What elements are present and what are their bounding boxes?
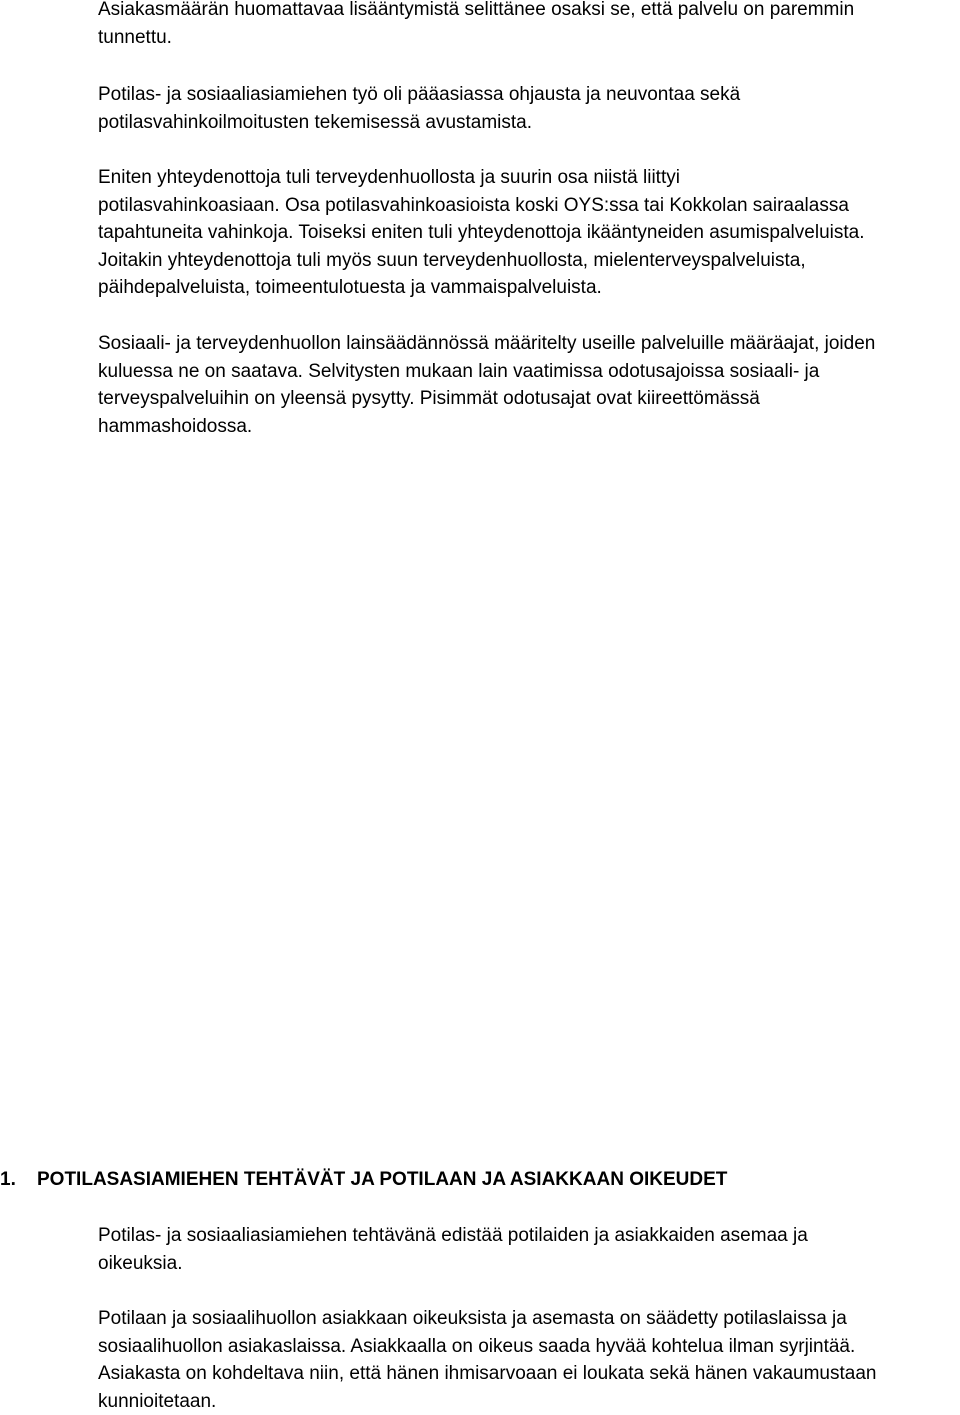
paragraph-line: hammashoidossa. (98, 413, 960, 441)
section-number: 1. (0, 1166, 16, 1194)
paragraph-line: kuluessa ne on saatava. Selvitysten mukaan lain vaatimissa odotusajoissa sosiaali- ja (98, 358, 960, 386)
paragraph-line: Potilaan ja sosiaalihuollon asiakkaan oikeuksista ja asemasta on säädetty potilaslaissa ja (98, 1305, 960, 1333)
paragraph-line: Potilas- ja sosiaaliasiamiehen työ oli pääasiassa ohjausta ja neuvontaa sekä (98, 81, 960, 109)
paragraph-line: Potilas- ja sosiaaliasiamiehen tehtävänä edistää potilaiden ja asiakkaiden asemaa ja (98, 1222, 960, 1250)
paragraph-line: Eniten yhteydenottoja tuli terveydenhuollosta ja suurin osa niistä liittyi (98, 164, 960, 192)
paragraph-line: tapahtuneita vahinkoja. Toiseksi eniten tuli yhteydenottoja ikääntyneiden asumispalveluista. (98, 219, 960, 247)
paragraph-line: oikeuksia. (98, 1250, 960, 1278)
paragraph-customer-increase (98, 0, 960, 51)
section-title: POTILASASIAMIEHEN TEHTÄVÄT JA POTILAAN JA ASIAKKAAN OIKEUDET (37, 1166, 727, 1194)
paragraph-line: päihdepalveluista, toimeentulotuesta ja vammaispalveluista. (98, 274, 960, 302)
paragraph-line: Asiakasmäärän huomattavaa lisääntymistä selittänee osaksi se, että palvelu on paremmin (98, 0, 960, 24)
paragraph-line: Joitakin yhteydenottoja tuli myös suun terveydenhuollosta, mielenterveyspalveluista, (98, 247, 960, 275)
paragraph-line: sosiaalihuollon asiakaslaissa. Asiakkaalla on oikeus saada hyvää kohtelua ilman syrjintää. (98, 1333, 960, 1361)
paragraph-ombudsman-duty (98, 1222, 960, 1277)
paragraph-line: Sosiaali- ja terveydenhuollon lainsäädännössä määritelty useille palveluille määräajat, joiden (98, 330, 960, 358)
paragraph-line: tunnettu. (98, 24, 960, 52)
paragraph-waiting-times (98, 330, 960, 440)
paragraph-patient-rights (98, 1305, 960, 1415)
paragraph-line: terveyspalveluihin on yleensä pysytty. Pisimmät odotusajat ovat kiireettömässä (98, 385, 960, 413)
paragraph-line: Asiakasta on kohdeltava niin, että hänen ihmisarvoaan ei loukata sekä hänen vakaumustaan (98, 1360, 960, 1388)
paragraph-line: potilasvahinkoasiaan. Osa potilasvahinkoasioista koski OYS:ssa tai Kokkolan sairaalassa (98, 192, 960, 220)
paragraph-ombudsman-work (98, 81, 960, 136)
paragraph-line: potilasvahinkoilmoitusten tekemisessä avustamista. (98, 109, 960, 137)
paragraph-contacts-sources (98, 164, 960, 302)
paragraph-line: kunnioitetaan. (98, 1388, 960, 1415)
